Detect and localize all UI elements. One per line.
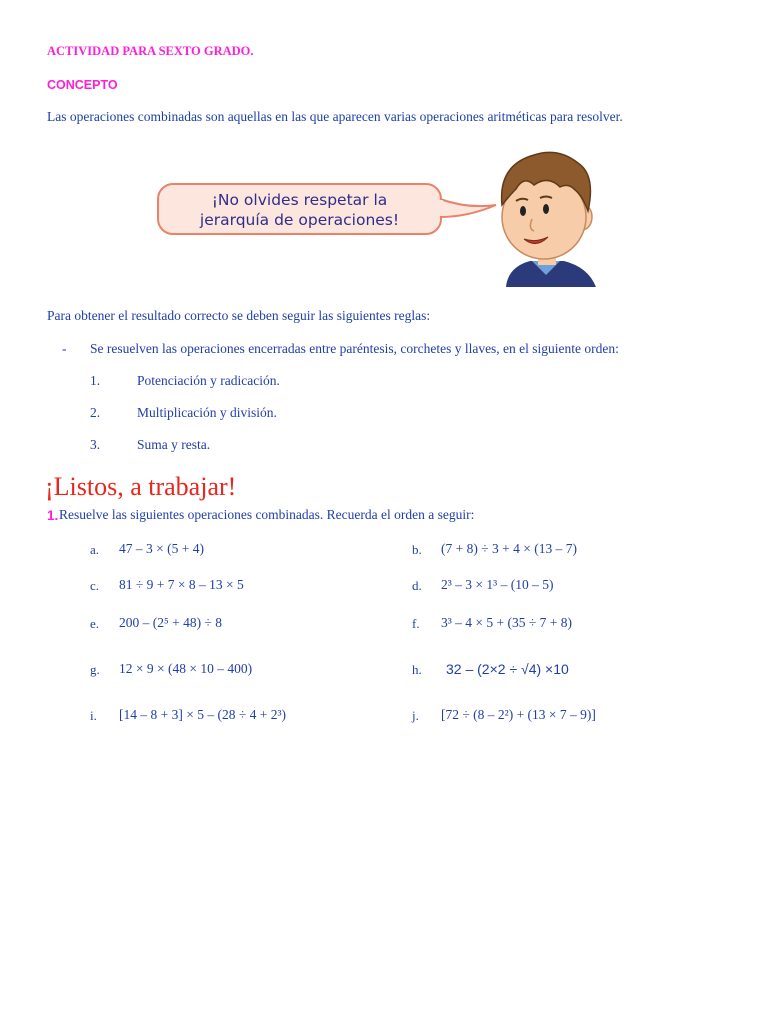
rule-text: Multiplicación y división. — [137, 405, 277, 420]
exercise-letter: c. — [90, 578, 100, 593]
rule-number: 2. — [90, 405, 101, 420]
rules-intro: Para obtener el resultado correcto se deben seguir las siguientes reglas: — [47, 308, 431, 323]
exercise-letter: f. — [412, 616, 420, 631]
exercise-number: 1. — [47, 508, 59, 523]
intro-paragraph: Las operaciones combinadas son aquellas en las que aparecen varias operaciones aritméticas para resolver. — [47, 109, 623, 124]
rule-number: 3. — [90, 437, 101, 452]
exercise-letter: h. — [412, 662, 422, 677]
exercise-expression: 3³ – 4 × 5 + (35 ÷ 7 + 8) — [441, 615, 573, 630]
exercise-letter: i. — [90, 708, 97, 723]
rule-text: Potenciación y radicación. — [137, 373, 280, 388]
page-title: ACTIVIDAD PARA SEXTO GRADO. — [47, 44, 254, 58]
exercise-letter: e. — [90, 616, 100, 631]
exercise-expression: 12 × 9 × (48 × 10 – 400) — [119, 661, 253, 676]
rules-bullet: Se resuelven las operaciones encerradas entre paréntesis, corchetes y llaves, en el siguiente orden: — [90, 341, 619, 356]
exercise-letter: d. — [412, 578, 422, 593]
speech-bubble — [157, 183, 442, 235]
concept-heading: CONCEPTO — [47, 78, 118, 92]
exercise-expression: 32 – (2×2 ÷ √4) ×10 — [446, 661, 569, 677]
exercise-expression: 2³ – 3 × 1³ – (10 – 5) — [441, 577, 554, 592]
exercise-instruction: Resuelve las siguientes operaciones combinadas. Recuerda el orden a seguir: — [59, 507, 475, 522]
exercise-letter: b. — [412, 542, 422, 557]
exercise-expression: 81 ÷ 9 + 7 × 8 – 13 × 5 — [119, 577, 244, 592]
exercise-expression: [14 – 8 + 3] × 5 – (28 ÷ 4 + 2³) — [119, 707, 287, 722]
rule-text: Suma y resta. — [137, 437, 211, 452]
exercise-expression: 47 – 3 × (5 + 4) — [119, 541, 204, 556]
bullet-marker: - — [62, 341, 67, 356]
boy-illustration-icon — [488, 145, 606, 287]
exercise-letter: j. — [412, 708, 419, 723]
work-title: ¡Listos, a trabajar! — [45, 472, 237, 501]
exercise-expression: [72 ÷ (8 – 2²) + (13 × 7 – 9)] — [441, 707, 596, 722]
exercise-letter: a. — [90, 542, 100, 557]
exercise-expression: (7 + 8) ÷ 3 + 4 × (13 – 7) — [441, 541, 577, 556]
exercise-expression: 200 – (2⁵ + 48) ÷ 8 — [119, 615, 222, 630]
bubble-line-2: jerarquía de operaciones! — [199, 211, 400, 229]
bubble-line-1: ¡No olvides respetar la — [211, 191, 388, 209]
rule-number: 1. — [90, 373, 101, 388]
exercise-letter: g. — [90, 662, 100, 677]
